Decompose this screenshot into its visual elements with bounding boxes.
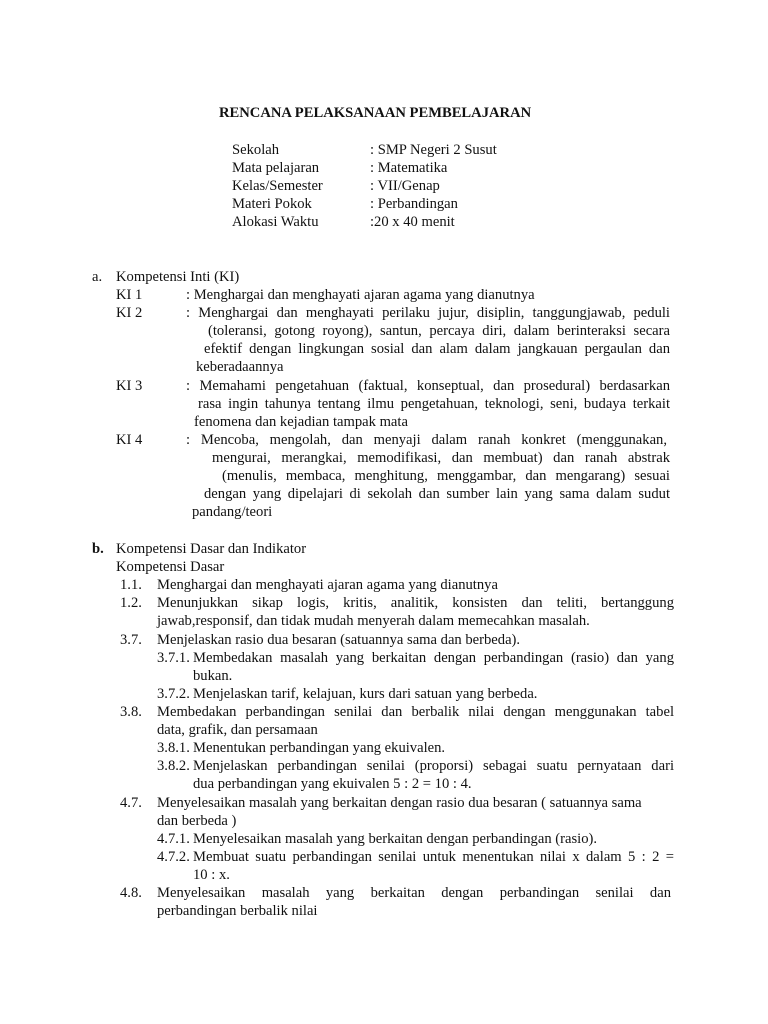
ki-text: (toleransi, gotong royong), santun, percaya diri, dalam berinteraksi secara xyxy=(208,323,670,339)
ki-text: rasa ingin tahunya tentang ilmu pengetahuan, teknologi, seni, budaya terkait xyxy=(198,396,670,412)
ki-text: : Menghargai dan menghayati perilaku jujur, disiplin, tanggungjawab, peduli xyxy=(186,305,670,321)
ki-text: efektif dengan lingkungan sosial dan alam dalam jangkauan pergaulan dan xyxy=(204,341,670,357)
indicator-text: bukan. xyxy=(193,668,233,684)
ki-code: KI 1 xyxy=(116,287,143,303)
indicator-number: 4.7.2. xyxy=(157,849,190,865)
identity-value: : Matematika xyxy=(370,160,448,176)
identity-value: : Perbandingan xyxy=(370,196,458,212)
identity-label: Sekolah xyxy=(232,142,280,158)
kd-text: dan berbeda ) xyxy=(157,813,237,829)
kd-number: 4.7. xyxy=(120,795,142,811)
identity-label: Kelas/Semester xyxy=(232,178,323,194)
indicator-text: Membuat suatu perbandingan senilai untuk menentukan nilai x dalam 5 : 2 = xyxy=(193,849,674,865)
kd-number: 1.1. xyxy=(120,577,142,593)
ki-text: : Memahami pengetahuan (faktual, konseptual, dan prosedural) berdasarkan xyxy=(186,378,670,394)
section-marker: a. xyxy=(92,269,103,285)
kd-number: 3.8. xyxy=(120,704,142,720)
kd-text: Menghargai dan menghayati ajaran agama yang dianutnya xyxy=(157,577,498,593)
indicator-text: Menentukan perbandingan yang ekuivalen. xyxy=(193,740,446,756)
indicator-text: Menjelaskan perbandingan senilai (proporsi) sebagai suatu pernyataan dari xyxy=(193,758,674,774)
kd-number: 4.8. xyxy=(120,885,142,901)
ki-text: dengan yang dipelajari di sekolah dan sumber lain yang sama dalam sudut xyxy=(204,486,670,502)
identity-value: : SMP Negeri 2 Susut xyxy=(370,142,497,158)
identity-label: Materi Pokok xyxy=(232,196,312,212)
identity-value: :20 x 40 menit xyxy=(370,214,455,230)
page-title: RENCANA PELAKSANAAN PEMBELAJARAN xyxy=(219,105,532,121)
ki-code: KI 4 xyxy=(116,432,143,448)
section-heading: Kompetensi Inti (KI) xyxy=(116,269,240,285)
indicator-number: 3.8.1. xyxy=(157,740,190,756)
ki-text: (menulis, membaca, menghitung, menggambar, dan mengarang) sesuai xyxy=(222,468,670,484)
indicator-number: 3.7.1. xyxy=(157,650,190,666)
kd-text: perbandingan berbalik nilai xyxy=(157,903,318,919)
ki-text: mengurai, merangkai, memodifikasi, dan membuat) dan ranah abstrak xyxy=(212,450,670,466)
ki-text: pandang/teori xyxy=(192,504,273,520)
kd-text: Menunjukkan sikap logis, kritis, analitik, konsisten dan teliti, bertanggung xyxy=(157,595,674,611)
indicator-number: 4.7.1. xyxy=(157,831,190,847)
indicator-text: Menyelesaikan masalah yang berkaitan dengan perbandingan (rasio). xyxy=(193,831,598,847)
kd-text: jawab,responsif, dan tidak mudah menyerah dalam memecahkan masalah. xyxy=(157,613,590,629)
indicator-text: 10 : x. xyxy=(193,867,230,883)
ki-text: : Menghargai dan menghayati ajaran agama yang dianutnya xyxy=(186,287,535,303)
indicator-text: Membedakan masalah yang berkaitan dengan perbandingan (rasio) dan yang xyxy=(193,650,674,666)
section-marker: b. xyxy=(92,541,104,557)
identity-value: : VII/Genap xyxy=(370,178,440,194)
kd-text: Menyelesaikan masalah yang berkaitan dengan rasio dua besaran ( satuannya sama xyxy=(157,795,642,811)
section-heading: Kompetensi Dasar dan Indikator xyxy=(116,541,307,557)
kd-text: Membedakan perbandingan senilai dan berbalik nilai dengan menggunakan tabel xyxy=(157,704,674,720)
kd-text: data, grafik, dan persamaan xyxy=(157,722,318,738)
identity-label: Mata pelajaran xyxy=(232,160,320,176)
ki-code: KI 3 xyxy=(116,378,143,394)
kd-text: Menyelesaikan masalah yang berkaitan dengan perbandingan senilai dan xyxy=(157,885,671,901)
indicator-text: Menjelaskan tarif, kelajuan, kurs dari satuan yang berbeda. xyxy=(193,686,538,702)
identity-label: Alokasi Waktu xyxy=(232,214,319,230)
indicator-text: dua perbandingan yang ekuivalen 5 : 2 = 10 : 4. xyxy=(193,776,472,792)
kd-text: Menjelaskan rasio dua besaran (satuannya sama dan berbeda). xyxy=(157,632,521,648)
ki-text: fenomena dan kejadian tampak mata xyxy=(194,414,408,430)
kd-number: 3.7. xyxy=(120,632,142,648)
indicator-number: 3.8.2. xyxy=(157,758,190,774)
ki-text: keberadaannya xyxy=(196,359,284,375)
ki-code: KI 2 xyxy=(116,305,143,321)
kd-number: 1.2. xyxy=(120,595,142,611)
ki-text: : Mencoba, mengolah, dan menyaji dalam ranah konkret (menggunakan, xyxy=(186,432,667,448)
section-subheading: Kompetensi Dasar xyxy=(116,559,225,575)
indicator-number: 3.7.2. xyxy=(157,686,190,702)
